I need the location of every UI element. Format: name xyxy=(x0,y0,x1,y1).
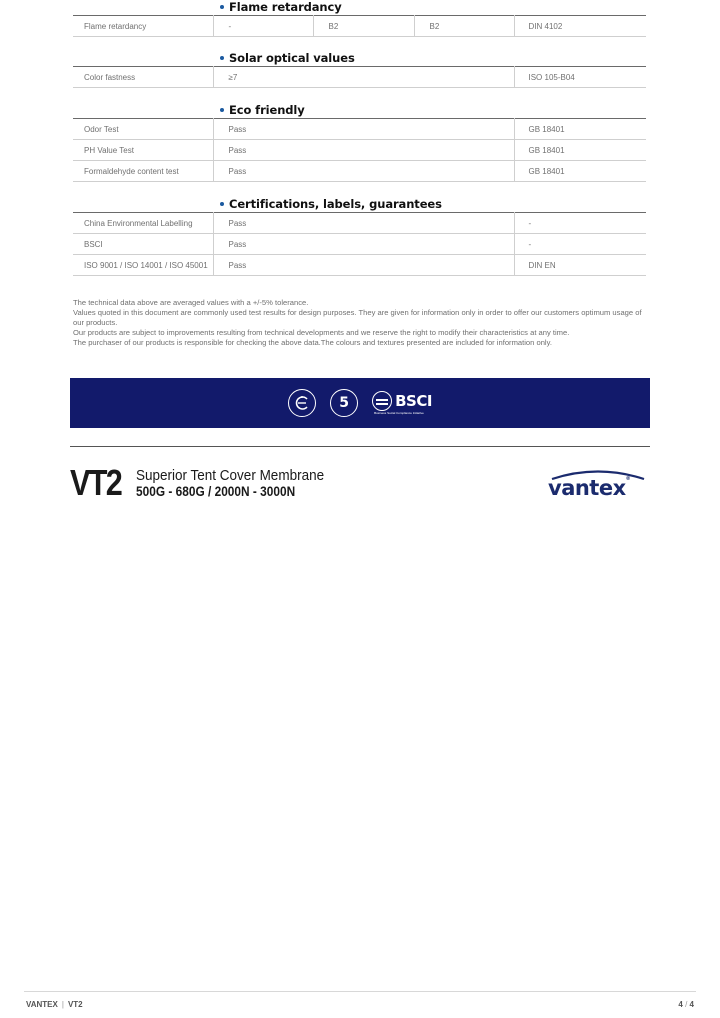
table-cell: ISO 9001 / ISO 14001 / ISO 45001 xyxy=(73,255,213,276)
bullet-icon xyxy=(220,56,224,60)
table-cell: DIN EN xyxy=(514,255,646,276)
bsci-wordmark: BSCI xyxy=(395,392,432,410)
vantex-logo xyxy=(546,470,650,504)
product-name: Superior Tent Cover Membrane xyxy=(136,467,325,484)
table-cell: China Environmental Labelling xyxy=(73,213,213,234)
spec-content xyxy=(73,0,646,276)
table-cell: GB 18401 xyxy=(514,140,646,161)
section-title: Certifications, labels, guarantees xyxy=(229,196,442,211)
table-cell: - xyxy=(213,16,313,37)
table-cell: Odor Test xyxy=(73,119,213,140)
spec-table-eco xyxy=(73,118,646,182)
table-row xyxy=(73,16,646,37)
table-cell: ≥7 xyxy=(213,67,514,88)
table-cell: ISO 105-B04 xyxy=(514,67,646,88)
brand-name: vantex xyxy=(548,476,626,500)
spec-table-solar xyxy=(73,66,646,88)
note-line: Our products are subject to improvements resulting from technical developments and we reserve the right to modify their characteristics at any time. xyxy=(73,328,570,337)
table-cell: Pass xyxy=(213,234,514,255)
section-heading-eco xyxy=(73,101,646,118)
table-cell: Flame retardancy xyxy=(73,16,213,37)
table-row xyxy=(73,255,646,276)
table-cell: DIN 4102 xyxy=(514,16,646,37)
section-heading-cert xyxy=(73,195,646,212)
table-cell: PH Value Test xyxy=(73,140,213,161)
spec-table-cert xyxy=(73,212,646,276)
table-cell: - xyxy=(514,213,646,234)
product-texts xyxy=(136,467,345,500)
footer-separator: | xyxy=(61,1000,64,1009)
footer-brand: VANTEX xyxy=(26,1000,58,1009)
divider xyxy=(70,446,650,447)
table-row xyxy=(73,67,646,88)
bullet-icon xyxy=(220,5,224,9)
table-cell: Pass xyxy=(213,119,514,140)
total-pages: 4 xyxy=(689,1000,694,1009)
section-title: Eco friendly xyxy=(229,102,305,117)
table-row xyxy=(73,140,646,161)
globe-icon xyxy=(372,391,392,411)
brand-wordmark xyxy=(548,476,630,500)
five-star-certification-icon xyxy=(330,389,358,417)
table-cell: Pass xyxy=(213,255,514,276)
section-heading-solar xyxy=(73,49,646,66)
bsci-logo xyxy=(372,391,432,415)
section-heading-flame xyxy=(73,0,646,15)
current-page: 4 xyxy=(678,1000,683,1009)
bullet-icon xyxy=(220,108,224,112)
table-cell: Pass xyxy=(213,213,514,234)
footer-doc: VT2 xyxy=(67,1000,83,1009)
badge-number: 5 xyxy=(339,395,349,411)
page-number xyxy=(678,1000,694,1009)
disclaimer-notes xyxy=(73,298,653,348)
table-cell: Color fastness xyxy=(73,67,213,88)
spec-table-flame xyxy=(73,15,646,37)
table-row xyxy=(73,161,646,182)
table-cell: GB 18401 xyxy=(514,161,646,182)
table-row xyxy=(73,213,646,234)
china-environmental-label-icon xyxy=(288,389,316,417)
bsci-subtitle: Business Social Compliance Initiative xyxy=(374,411,424,415)
section-title: Solar optical values xyxy=(229,50,355,65)
bullet-icon xyxy=(220,202,224,206)
page-separator: / xyxy=(685,1000,688,1009)
product-code: VT2 xyxy=(70,462,122,503)
note-line: Values quoted in this document are commonly used test results for design purposes. They are given for information only in order to offer our customers optimum usage of our products. xyxy=(73,308,642,327)
table-row xyxy=(73,234,646,255)
table-row xyxy=(73,119,646,140)
footer-doc-label xyxy=(26,1000,83,1009)
table-cell: B2 xyxy=(313,16,414,37)
product-variants: 500G - 680G / 2000N - 3000N xyxy=(136,484,296,499)
table-cell: - xyxy=(514,234,646,255)
table-cell: Pass xyxy=(213,161,514,182)
footer-divider xyxy=(24,991,696,992)
note-line: The technical data above are averaged values with a +/-5% tolerance. xyxy=(73,298,309,307)
table-cell: B2 xyxy=(414,16,514,37)
table-cell: Formaldehyde content test xyxy=(73,161,213,182)
certification-logos xyxy=(288,389,432,417)
section-title: Flame retardancy xyxy=(229,0,342,14)
table-cell: GB 18401 xyxy=(514,119,646,140)
certification-banner xyxy=(70,378,650,428)
product-title-block xyxy=(70,462,345,504)
registered-icon: ® xyxy=(625,476,631,482)
table-cell: BSCI xyxy=(73,234,213,255)
table-cell: Pass xyxy=(213,140,514,161)
note-line: The purchaser of our products is responsible for checking the above data.The colours and textures presented are included for information only. xyxy=(73,338,552,347)
